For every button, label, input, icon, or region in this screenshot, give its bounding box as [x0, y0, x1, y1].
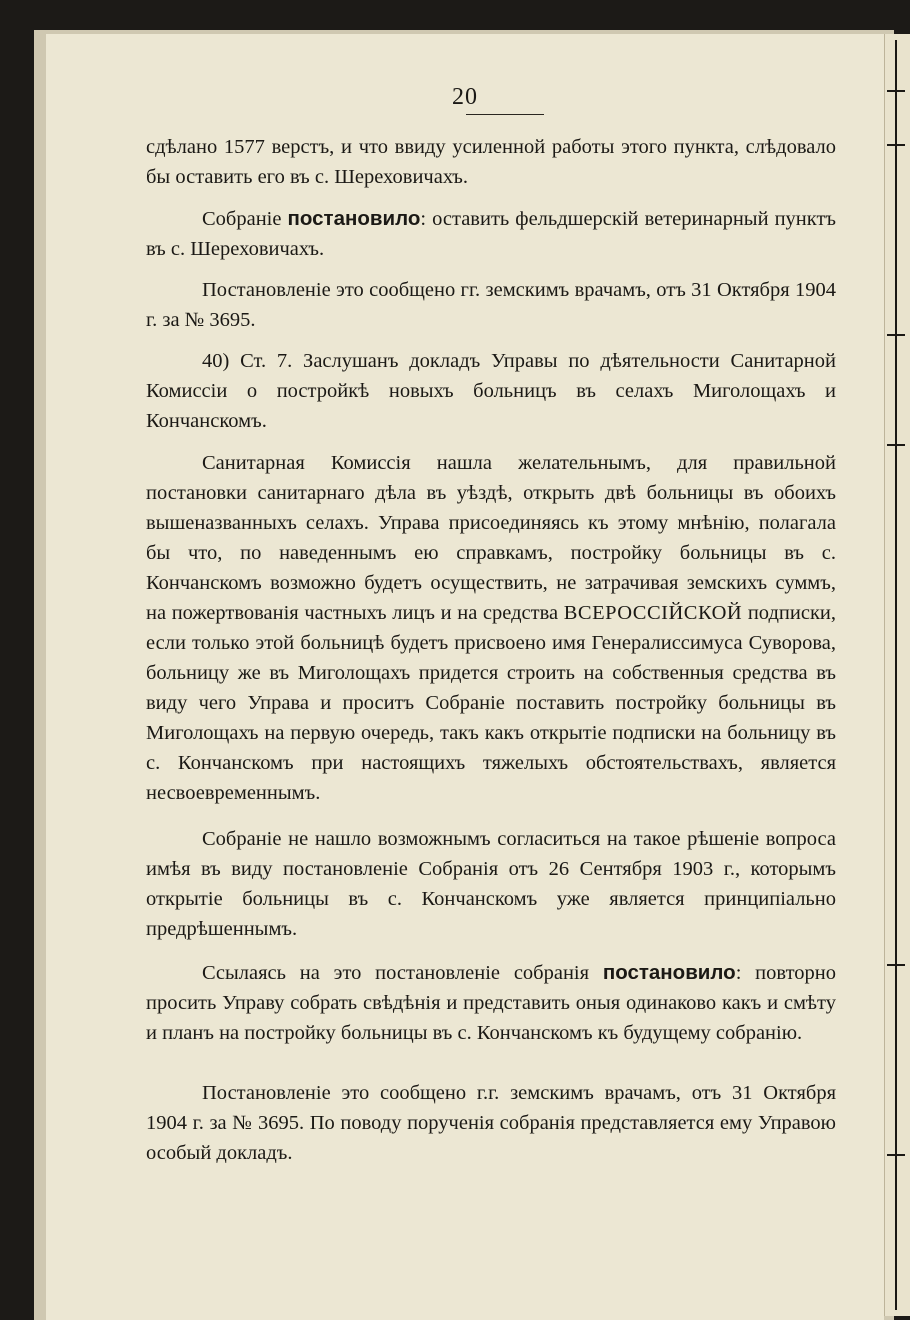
edge-tick [887, 144, 905, 146]
edge-tick [887, 1154, 905, 1156]
resolution-keyword: постановило [602, 961, 736, 984]
edge-tick [887, 334, 905, 336]
paragraph-text-after: : повторно просить Управу собрать свѣдѣнія и представить оныя одинаково какъ и смѣту и планъ на постройку больницы въ с. Кончанскомъ къ будущему собранію. [146, 962, 836, 1044]
paragraph-assembly-objection: Собраніе не нашло возможнымъ согласиться на такое рѣшеніе вопроса имѣя въ виду постановленіе Собранія отъ 26 Сентября 1903 г., которымъ открытіе больницы въ с. Кончанскомъ уже является принципіально предрѣшеннымъ. [146, 828, 836, 940]
paragraph-text-before: Собраніе [202, 208, 288, 230]
paragraph-item-40: 40) Ст. 7. Заслушанъ докладъ Управы по дѣятельности Санитарной Комиссіи о постройкѣ новыхъ больницъ въ селахъ Миголощахъ и Кончанскомъ. [146, 350, 836, 432]
paragraph-continuation: сдѣлано 1577 верстъ, и что ввиду усиленной работы этого пункта, слѣдовало бы оставить его въ с. Шереховичахъ. [146, 136, 836, 188]
paragraph-sanitary-commission [146, 448, 836, 808]
paragraph-resolution-veterinary [146, 204, 836, 264]
page-number: 20 [452, 84, 478, 110]
adjacent-page-edge [884, 34, 910, 1316]
page-number-underline [466, 114, 544, 115]
paragraph-text-after: подписки, если только этой больницѣ будетъ присвоено имя Генералиссимуса Суворова, больницу же въ Миголощахъ придется строить на собственныя средства въ виду чего Управа и проситъ Собраніе поставить постройку больницы въ Миголощахъ на первую очередь, такъ какъ открытіе подписки на больницу въ с. Кончанскомъ при настоящихъ тяжелыхъ обстоятельствахъ, является несвоевременнымъ. [146, 602, 836, 804]
paragraph-notice-2: Постановленіе это сообщено г.г. земскимъ врачамъ, отъ 31 Октября 1904 г. за № 3695. По поводу порученія собранія представляется ему Управою особый докладъ. [146, 1082, 836, 1164]
paragraph-text-after: : оставить фельдшерскій ветеринарный пунктъ въ с. Шереховичахъ. [146, 208, 837, 260]
paragraph-text-before: Санитарная Комиссія нашла желательнымъ, для правильной постановки санитарнаго дѣла въ уѣздѣ, открыть двѣ больницы въ обоихъ вышеназванныхъ селахъ. Управа присоединяясь къ этому мнѣнію, полагала бы что, по наведеннымъ ею справкамъ, постройку больницы въ с. Кончанскомъ возможно будетъ осуществить, не затрачивая земскихъ суммъ, на пожертвованія частныхъ лицъ и на средства [146, 452, 836, 624]
all-russian-emphasis: ВСЕРОССІЙСКОЙ [563, 602, 743, 624]
edge-tick [887, 964, 905, 966]
edge-rule [895, 40, 897, 1310]
edge-tick [887, 90, 905, 92]
edge-tick [887, 444, 905, 446]
paragraph-resolution-hospital [146, 958, 836, 1048]
resolution-keyword: постановило [287, 207, 421, 230]
paragraph-text-before: Ссылаясь на это постановленіе собранія [202, 962, 603, 984]
paragraph-notice-1: Постановленіе это сообщено гг. земскимъ врачамъ, отъ 31 Октября 1904 г. за № 3695. [146, 279, 836, 331]
document-page [46, 34, 884, 1320]
